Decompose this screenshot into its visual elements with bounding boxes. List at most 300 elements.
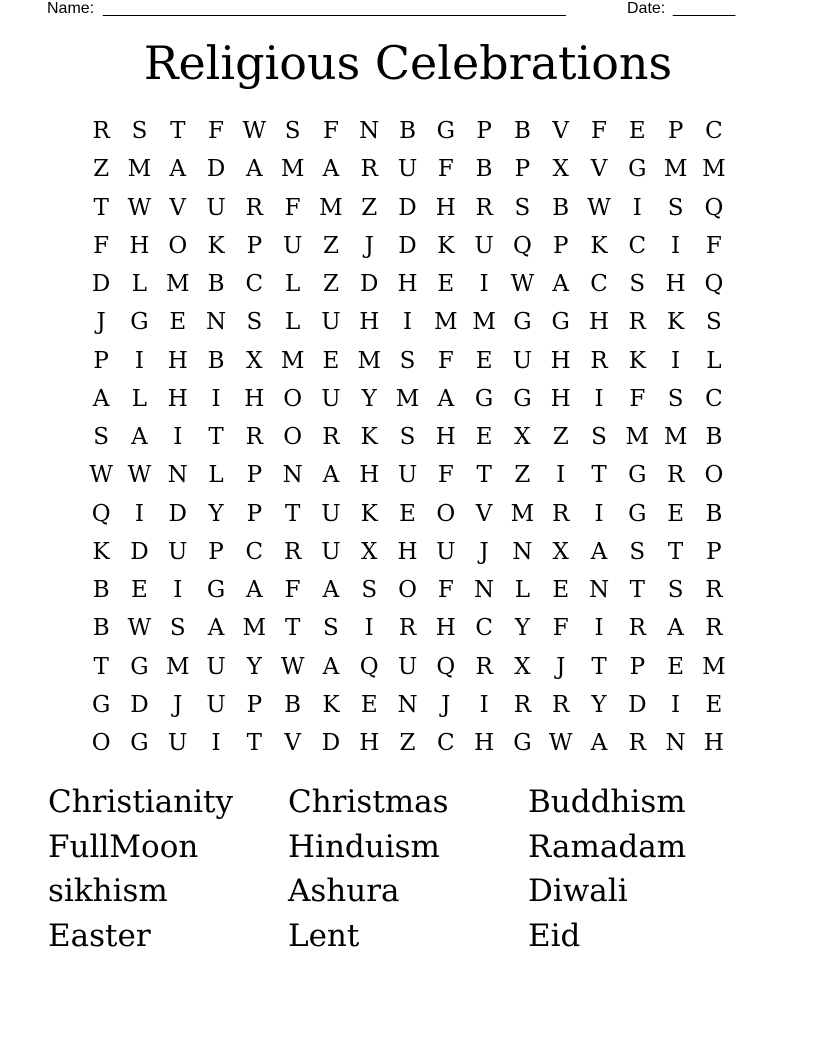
grid-letter[interactable]: Q bbox=[704, 271, 724, 298]
grid-letter[interactable]: F bbox=[208, 118, 225, 145]
grid-letter[interactable]: M bbox=[625, 424, 650, 451]
grid-letter[interactable]: Y bbox=[591, 691, 607, 718]
grid-letter[interactable]: F bbox=[552, 615, 569, 642]
grid-letter[interactable]: O bbox=[168, 232, 188, 259]
grid-letter[interactable]: H bbox=[359, 309, 380, 336]
grid-letter[interactable]: X bbox=[552, 156, 569, 183]
grid-letter[interactable]: M bbox=[434, 309, 458, 336]
grid-letter[interactable]: T bbox=[93, 653, 109, 680]
grid-letter[interactable]: I bbox=[671, 347, 681, 374]
grid-letter[interactable]: N bbox=[474, 577, 495, 604]
grid-letter[interactable]: N bbox=[205, 309, 227, 336]
grid-letter[interactable]: O bbox=[704, 462, 724, 489]
grid-letter[interactable]: H bbox=[397, 271, 418, 298]
grid-letter[interactable]: R bbox=[360, 156, 378, 183]
grid-letter[interactable]: N bbox=[282, 462, 303, 489]
grid-letter[interactable]: W bbox=[127, 194, 152, 221]
grid-letter[interactable]: C bbox=[590, 271, 608, 298]
grid-letter[interactable]: C bbox=[705, 385, 723, 412]
grid-letter[interactable]: G bbox=[474, 385, 494, 412]
grid-letter[interactable]: A bbox=[322, 462, 340, 489]
grid-letter[interactable]: D bbox=[628, 691, 647, 718]
grid-letter[interactable]: Q bbox=[512, 232, 532, 259]
grid-letter[interactable]: T bbox=[246, 730, 262, 757]
grid-letter[interactable]: A bbox=[92, 385, 110, 412]
grid-letter[interactable]: F bbox=[705, 232, 722, 259]
grid-letter[interactable]: G bbox=[628, 156, 647, 183]
grid-letter[interactable]: H bbox=[397, 538, 418, 565]
grid-letter[interactable]: E bbox=[628, 118, 646, 145]
grid-letter[interactable]: R bbox=[628, 309, 646, 336]
grid-letter[interactable]: M bbox=[319, 194, 343, 221]
grid-letter[interactable]: K bbox=[590, 232, 608, 259]
grid-letter[interactable]: Z bbox=[322, 232, 339, 259]
grid-letter[interactable]: N bbox=[397, 691, 418, 718]
grid-letter[interactable]: I bbox=[556, 462, 566, 489]
grid-letter[interactable]: G bbox=[436, 118, 455, 145]
grid-row bbox=[82, 456, 734, 494]
grid-letter[interactable]: Q bbox=[91, 500, 111, 527]
grid-letter[interactable]: U bbox=[321, 385, 341, 412]
grid-letter[interactable]: C bbox=[475, 615, 493, 642]
grid-letter[interactable]: C bbox=[437, 730, 455, 757]
grid-letter[interactable]: I bbox=[594, 500, 604, 527]
grid-letter[interactable]: W bbox=[127, 462, 152, 489]
grid-letter[interactable]: W bbox=[548, 730, 573, 757]
grid-letter[interactable]: U bbox=[436, 538, 456, 565]
grid-letter[interactable]: S bbox=[667, 385, 684, 412]
grid-letter[interactable]: A bbox=[437, 385, 455, 412]
grid-letter[interactable]: X bbox=[361, 538, 378, 565]
grid-letter[interactable]: A bbox=[322, 577, 340, 604]
grid-letter[interactable]: L bbox=[131, 385, 148, 412]
grid-letter[interactable]: L bbox=[284, 271, 301, 298]
grid-letter[interactable]: Z bbox=[322, 271, 339, 298]
grid-letter[interactable]: R bbox=[245, 194, 263, 221]
grid-letter[interactable]: M bbox=[242, 615, 267, 642]
grid-letter[interactable]: M bbox=[357, 347, 381, 374]
grid-letter[interactable]: C bbox=[245, 538, 264, 565]
grid-letter[interactable]: G bbox=[513, 309, 532, 336]
grid-letter[interactable]: W bbox=[510, 271, 535, 298]
grid-letter[interactable]: I bbox=[632, 194, 642, 221]
grid-letter[interactable]: P bbox=[667, 118, 684, 145]
grid-letter[interactable]: X bbox=[514, 424, 531, 451]
grid-letter[interactable]: E bbox=[437, 271, 455, 298]
grid-letter[interactable]: I bbox=[134, 347, 144, 374]
grid-letter[interactable]: E bbox=[169, 309, 187, 336]
grid-letter[interactable]: K bbox=[667, 309, 685, 336]
grid-letter[interactable]: A bbox=[246, 577, 263, 604]
grid-letter[interactable]: A bbox=[590, 730, 608, 757]
grid-letter[interactable]: Z bbox=[514, 462, 531, 489]
grid-letter[interactable]: T bbox=[591, 462, 607, 489]
grid-letter[interactable]: B bbox=[552, 194, 570, 221]
grid-letter[interactable]: I bbox=[211, 730, 221, 757]
grid-letter[interactable]: K bbox=[360, 424, 378, 451]
grid-letter[interactable]: G bbox=[628, 500, 647, 527]
grid-letter[interactable]: A bbox=[667, 615, 684, 642]
grid-letter[interactable]: M bbox=[395, 385, 420, 412]
grid-letter[interactable]: O bbox=[91, 730, 111, 757]
grid-letter[interactable]: F bbox=[591, 118, 607, 145]
grid-letter[interactable]: D bbox=[398, 194, 417, 221]
grid-letter[interactable]: U bbox=[206, 653, 226, 680]
grid-letter[interactable]: P bbox=[246, 691, 263, 718]
grid-letter[interactable]: H bbox=[129, 232, 150, 259]
grid-letter[interactable]: B bbox=[92, 615, 110, 642]
grid-row bbox=[82, 150, 734, 188]
grid-letter[interactable]: D bbox=[130, 691, 149, 718]
grid-letter[interactable]: U bbox=[397, 156, 418, 183]
grid-letter[interactable]: J bbox=[441, 691, 451, 718]
grid-letter[interactable]: S bbox=[93, 424, 110, 451]
grid-letter[interactable]: A bbox=[207, 615, 225, 642]
grid-letter[interactable]: S bbox=[706, 309, 722, 336]
grid-letter[interactable]: M bbox=[127, 156, 152, 183]
grid-letter[interactable]: E bbox=[399, 500, 416, 527]
grid-letter[interactable]: V bbox=[475, 500, 493, 527]
grid-letter[interactable]: G bbox=[628, 462, 647, 489]
grid-letter[interactable]: U bbox=[474, 232, 494, 259]
grid-letter[interactable]: I bbox=[402, 309, 413, 336]
grid-letter[interactable]: B bbox=[475, 156, 493, 183]
word-list-item: Christianity bbox=[48, 784, 234, 820]
grid-letter[interactable]: P bbox=[246, 500, 263, 527]
grid-letter[interactable]: F bbox=[93, 232, 110, 259]
grid-letter[interactable]: P bbox=[629, 653, 646, 680]
grid-letter[interactable]: N bbox=[167, 462, 188, 489]
grid-letter[interactable]: H bbox=[244, 385, 265, 412]
grid-letter[interactable]: F bbox=[437, 577, 454, 604]
grid-letter[interactable]: F bbox=[437, 156, 454, 183]
grid-letter[interactable]: I bbox=[671, 691, 681, 718]
grid-letter[interactable]: H bbox=[167, 385, 188, 412]
grid-letter[interactable]: H bbox=[435, 194, 456, 221]
grid-letter[interactable]: T bbox=[170, 118, 186, 145]
grid-letter[interactable]: A bbox=[246, 156, 263, 183]
grid-letter[interactable]: K bbox=[207, 232, 225, 259]
grid-letter[interactable]: Y bbox=[208, 500, 224, 527]
grid-letter[interactable]: R bbox=[398, 615, 417, 642]
grid-letter[interactable]: F bbox=[629, 385, 646, 412]
grid-letter[interactable]: D bbox=[168, 500, 187, 527]
grid-letter[interactable]: T bbox=[284, 500, 301, 527]
grid-letter[interactable]: M bbox=[663, 424, 688, 451]
grid-letter[interactable]: H bbox=[703, 730, 724, 757]
word-list-item: FullMoon bbox=[48, 828, 199, 865]
grid-letter[interactable]: R bbox=[628, 615, 646, 642]
grid-letter[interactable]: O bbox=[283, 424, 303, 451]
grid-letter[interactable]: O bbox=[398, 577, 417, 604]
grid-letter[interactable]: R bbox=[552, 500, 570, 527]
grid-letter[interactable]: S bbox=[667, 194, 684, 221]
grid-row bbox=[82, 648, 734, 686]
grid-letter[interactable]: R bbox=[245, 424, 263, 451]
grid-letter[interactable]: B bbox=[399, 118, 416, 145]
grid-letter[interactable]: U bbox=[321, 309, 341, 336]
grid-letter[interactable]: H bbox=[588, 309, 610, 336]
grid-letter[interactable]: Q bbox=[359, 653, 379, 680]
grid-letter[interactable]: X bbox=[514, 653, 531, 680]
grid-letter[interactable]: P bbox=[476, 118, 492, 145]
grid-letter[interactable]: P bbox=[208, 538, 224, 565]
grid-letter[interactable]: V bbox=[590, 156, 608, 183]
grid-letter[interactable]: A bbox=[552, 271, 570, 298]
grid-letter[interactable]: L bbox=[208, 462, 224, 489]
grid-letter[interactable]: I bbox=[173, 424, 183, 451]
grid-letter[interactable]: B bbox=[705, 500, 723, 527]
grid-letter[interactable]: B bbox=[92, 577, 110, 604]
grid-letter[interactable]: B bbox=[705, 424, 723, 451]
grid-letter[interactable]: R bbox=[590, 347, 608, 374]
grid-letter[interactable]: U bbox=[168, 538, 188, 565]
grid-letter[interactable]: W bbox=[242, 118, 267, 145]
grid-letter[interactable]: E bbox=[360, 691, 378, 718]
grid-letter[interactable]: C bbox=[628, 232, 647, 259]
grid-letter[interactable]: Z bbox=[93, 156, 110, 183]
grid-letter[interactable]: S bbox=[399, 424, 416, 451]
grid-letter[interactable]: R bbox=[666, 462, 685, 489]
grid-letter[interactable]: V bbox=[169, 194, 187, 221]
grid-letter[interactable]: M bbox=[472, 309, 496, 336]
grid-letter[interactable]: D bbox=[360, 271, 379, 298]
grid-letter[interactable]: S bbox=[131, 118, 148, 145]
grid-letter[interactable]: F bbox=[284, 194, 301, 221]
grid-letter[interactable]: T bbox=[591, 653, 607, 680]
grid-letter[interactable]: I bbox=[173, 577, 183, 604]
grid-letter[interactable]: R bbox=[475, 194, 493, 221]
grid-letter[interactable]: Z bbox=[399, 730, 416, 757]
grid-letter[interactable]: H bbox=[435, 424, 456, 451]
grid-letter[interactable]: S bbox=[591, 424, 607, 451]
grid-letter[interactable]: T bbox=[629, 577, 645, 604]
grid-letter[interactable]: F bbox=[322, 118, 339, 145]
grid-letter[interactable]: E bbox=[667, 500, 684, 527]
grid-letter[interactable]: G bbox=[130, 309, 149, 336]
grid-letter[interactable]: M bbox=[702, 653, 726, 680]
grid-letter[interactable]: L bbox=[514, 577, 531, 604]
grid-letter[interactable]: H bbox=[435, 615, 456, 642]
grid-letter[interactable]: Q bbox=[436, 653, 456, 680]
grid-letter[interactable]: O bbox=[283, 385, 303, 412]
grid-letter[interactable]: I bbox=[594, 385, 604, 412]
grid-letter[interactable]: L bbox=[131, 271, 148, 298]
grid-letter[interactable]: K bbox=[92, 538, 110, 565]
grid-letter[interactable]: K bbox=[360, 500, 378, 527]
grid-letter[interactable]: T bbox=[208, 424, 224, 451]
grid-letter[interactable]: D bbox=[398, 232, 417, 259]
grid-letter[interactable]: B bbox=[284, 691, 302, 718]
grid-letter[interactable]: F bbox=[437, 462, 454, 489]
grid-letter[interactable]: R bbox=[513, 691, 532, 718]
grid-letter[interactable]: C bbox=[705, 118, 723, 145]
grid-letter[interactable]: J bbox=[96, 309, 106, 336]
grid-letter[interactable]: P bbox=[246, 462, 263, 489]
grid-letter[interactable]: L bbox=[284, 309, 301, 336]
grid-letter[interactable]: U bbox=[282, 232, 303, 259]
grid-letter[interactable]: E bbox=[322, 347, 340, 374]
grid-letter[interactable]: R bbox=[552, 691, 570, 718]
grid-letter[interactable]: E bbox=[475, 347, 493, 374]
grid-letter[interactable]: Y bbox=[361, 385, 377, 412]
grid-letter[interactable]: E bbox=[705, 691, 723, 718]
grid-letter[interactable]: Z bbox=[552, 424, 569, 451]
grid-letter[interactable]: U bbox=[397, 653, 418, 680]
grid-letter[interactable]: A bbox=[169, 156, 187, 183]
grid-letter[interactable]: X bbox=[552, 538, 569, 565]
grid-letter[interactable]: Y bbox=[246, 653, 262, 680]
grid-letter[interactable]: S bbox=[323, 615, 339, 642]
grid-letter[interactable]: H bbox=[474, 730, 495, 757]
grid-letter[interactable]: N bbox=[359, 118, 380, 145]
grid-letter[interactable]: S bbox=[629, 271, 646, 298]
grid-letter[interactable]: H bbox=[665, 271, 686, 298]
grid-letter[interactable]: T bbox=[284, 615, 301, 642]
grid-letter[interactable]: P bbox=[514, 156, 531, 183]
grid-letter[interactable]: T bbox=[476, 462, 492, 489]
grid-letter[interactable]: Z bbox=[361, 194, 378, 221]
grid-letter[interactable]: K bbox=[322, 691, 340, 718]
grid-letter[interactable]: P bbox=[93, 347, 109, 374]
grid-letter[interactable]: J bbox=[364, 232, 374, 259]
grid-letter[interactable]: L bbox=[706, 347, 722, 374]
grid-letter[interactable]: Y bbox=[514, 615, 530, 642]
grid-letter[interactable]: V bbox=[284, 730, 301, 757]
grid-letter[interactable]: G bbox=[130, 730, 149, 757]
grid-letter[interactable]: B bbox=[513, 118, 531, 145]
grid-letter[interactable]: W bbox=[587, 194, 611, 221]
grid-letter[interactable]: I bbox=[364, 615, 374, 642]
grid-letter[interactable]: M bbox=[280, 347, 305, 374]
grid-letter[interactable]: F bbox=[437, 347, 454, 374]
grid-letter[interactable]: U bbox=[321, 500, 341, 527]
grid-letter[interactable]: U bbox=[397, 462, 418, 489]
grid-row bbox=[82, 342, 734, 380]
grid-letter[interactable]: I bbox=[479, 691, 489, 718]
grid-letter[interactable]: N bbox=[512, 538, 533, 565]
grid-letter[interactable]: F bbox=[284, 577, 301, 604]
grid-letter[interactable]: R bbox=[322, 424, 340, 451]
grid-letter[interactable]: M bbox=[663, 156, 688, 183]
grid-letter[interactable]: M bbox=[280, 156, 305, 183]
grid-letter[interactable]: J bbox=[173, 691, 183, 718]
grid-letter[interactable]: J bbox=[556, 653, 566, 680]
grid-letter[interactable]: R bbox=[283, 538, 302, 565]
grid-letter[interactable]: X bbox=[246, 347, 263, 374]
grid-letter[interactable]: J bbox=[479, 538, 489, 565]
grid-letter[interactable]: R bbox=[475, 653, 493, 680]
grid-letter[interactable]: E bbox=[667, 653, 684, 680]
grid-letter[interactable]: G bbox=[206, 577, 226, 604]
grid-letter[interactable]: U bbox=[206, 194, 226, 221]
grid-letter[interactable]: R bbox=[705, 577, 723, 604]
grid-letter[interactable]: D bbox=[130, 538, 149, 565]
grid-letter[interactable]: K bbox=[437, 232, 455, 259]
grid-letter[interactable]: B bbox=[207, 271, 225, 298]
grid-letter[interactable]: I bbox=[134, 500, 144, 527]
grid-letter[interactable]: W bbox=[127, 615, 152, 642]
grid-letter[interactable]: S bbox=[284, 118, 301, 145]
grid-letter[interactable]: R bbox=[92, 118, 110, 145]
grid-letter[interactable]: R bbox=[628, 730, 646, 757]
grid-letter[interactable]: H bbox=[359, 730, 380, 757]
grid-letter[interactable]: W bbox=[280, 653, 305, 680]
grid-letter[interactable]: S bbox=[169, 615, 186, 642]
grid-letter[interactable]: S bbox=[399, 347, 416, 374]
grid-letter[interactable]: I bbox=[594, 615, 604, 642]
grid-letter[interactable]: G bbox=[513, 730, 532, 757]
grid-letter[interactable]: E bbox=[552, 577, 570, 604]
grid-letter[interactable]: Q bbox=[704, 194, 724, 221]
word-list-item: Easter bbox=[48, 917, 151, 954]
grid-letter[interactable]: S bbox=[667, 577, 684, 604]
grid-letter[interactable]: G bbox=[130, 653, 149, 680]
grid-letter[interactable]: H bbox=[550, 347, 571, 374]
grid-letter[interactable]: H bbox=[167, 347, 188, 374]
grid-letter[interactable]: U bbox=[206, 691, 226, 718]
grid-letter[interactable]: M bbox=[165, 653, 190, 680]
grid-letter[interactable]: H bbox=[550, 385, 571, 412]
grid-letter[interactable]: S bbox=[246, 309, 263, 336]
grid-letter[interactable]: T bbox=[667, 538, 684, 565]
grid-letter[interactable]: I bbox=[479, 271, 489, 298]
grid-letter[interactable]: G bbox=[551, 309, 570, 336]
grid-letter[interactable]: S bbox=[629, 538, 646, 565]
grid-letter[interactable]: V bbox=[552, 118, 570, 145]
grid-letter[interactable]: U bbox=[321, 538, 341, 565]
grid-letter[interactable]: D bbox=[206, 156, 226, 183]
grid-letter[interactable]: O bbox=[436, 500, 456, 527]
grid-letter[interactable]: A bbox=[322, 653, 340, 680]
grid-letter[interactable]: A bbox=[131, 424, 148, 451]
grid-letter[interactable]: S bbox=[361, 577, 378, 604]
grid-letter[interactable]: H bbox=[359, 462, 380, 489]
grid-letter[interactable]: U bbox=[512, 347, 533, 374]
grid-letter[interactable]: T bbox=[93, 194, 109, 221]
grid-letter[interactable]: B bbox=[207, 347, 225, 374]
grid-row bbox=[82, 380, 734, 418]
grid-letter[interactable]: D bbox=[91, 271, 111, 298]
grid-letter[interactable]: I bbox=[211, 385, 221, 412]
grid-letter[interactable]: P bbox=[706, 538, 722, 565]
grid-row bbox=[82, 227, 734, 265]
grid-letter[interactable]: G bbox=[513, 385, 532, 412]
grid-letter[interactable]: S bbox=[514, 194, 531, 221]
grid-letter[interactable]: K bbox=[628, 347, 646, 374]
grid-letter[interactable]: W bbox=[89, 462, 113, 489]
grid-letter[interactable]: M bbox=[165, 271, 190, 298]
grid-letter[interactable]: N bbox=[588, 577, 610, 604]
grid-letter[interactable]: N bbox=[665, 730, 686, 757]
grid-letter[interactable]: U bbox=[168, 730, 188, 757]
grid-letter[interactable]: P bbox=[552, 232, 569, 259]
grid-letter[interactable]: E bbox=[131, 577, 148, 604]
grid-letter[interactable]: D bbox=[321, 730, 341, 757]
grid-letter[interactable]: R bbox=[705, 615, 723, 642]
grid-letter[interactable]: M bbox=[510, 500, 535, 527]
word-list-item: Hinduism bbox=[288, 828, 440, 865]
grid-letter[interactable]: A bbox=[322, 156, 340, 183]
grid-letter[interactable]: A bbox=[590, 538, 608, 565]
grid-letter[interactable]: P bbox=[246, 232, 263, 259]
grid-row bbox=[82, 724, 734, 762]
grid-letter[interactable]: I bbox=[671, 232, 681, 259]
grid-letter[interactable]: M bbox=[702, 156, 726, 183]
grid-letter[interactable]: G bbox=[91, 691, 111, 718]
grid-letter[interactable]: E bbox=[475, 424, 493, 451]
grid-letter[interactable]: C bbox=[245, 271, 264, 298]
